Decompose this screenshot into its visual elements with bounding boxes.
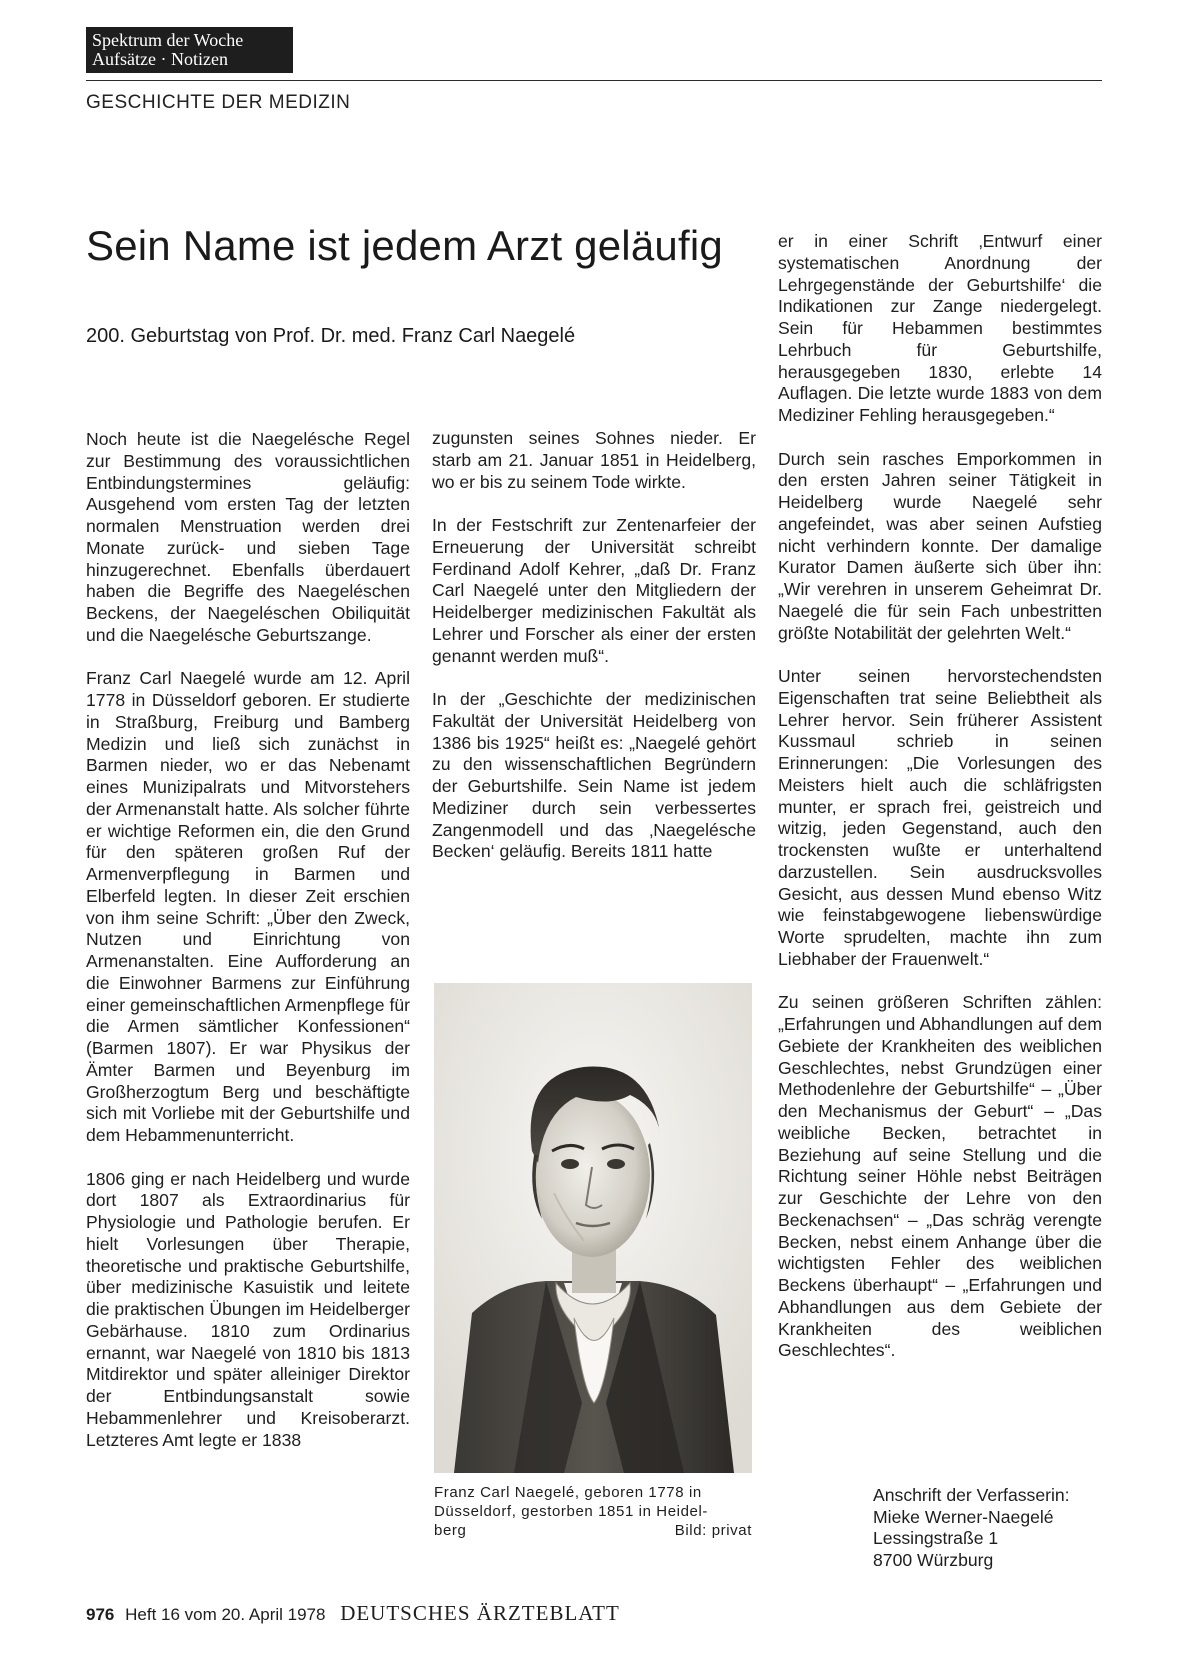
article-title: Sein Name ist jedem Arzt geläufig [86,222,723,269]
paragraph: In der Festschrift zur Zentenarfeier der Erneuerung der Universität schreibt Ferdinand Adolf Kehrer, „daß Dr. Franz Carl Naegelé unter den Mitgliedern der Heidelberger medizinischen Fakultät als Lehrer und Forscher als einer der ersten genannt werden muß“. [432,515,756,666]
article-column-1 [86,429,410,1451]
address-city: 8700 Würzburg [873,1549,994,1570]
article-subtitle: 200. Geburtstag von Prof. Dr. med. Franz Carl Naegelé [86,325,576,347]
issue-info: Heft 16 vom 20. April 1978 [125,1605,326,1624]
header-rule [86,80,1102,81]
section-label [86,27,293,73]
caption-last-row [434,1521,752,1540]
section-label-line2: Aufsätze · Notizen [92,49,228,69]
page-number: 976 [86,1605,115,1624]
paragraph: In der „Geschichte der medizinischen Fakultät der Universität Heidelberg von 1386 bis 1925“ heißt es: „Naegelé gehört zu den wissenschaftlichen Begründern der Geburtshilfe. Sein Name ist jedem Mediziner durch sein verbessertes Zangenmodell und das ‚Naegelésche Becken‘ geläufig. Bereits 1811 hatte [432,689,756,862]
address-label: Anschrift der Verfasserin: [873,1485,1070,1505]
journal-name: DEUTSCHES ÄRZTEBLATT [340,1601,620,1625]
author-name: Mieke Werner-Naegelé [873,1506,1054,1527]
caption-line: berg [434,1522,467,1539]
figure-caption [434,1483,752,1540]
caption-line: Franz Carl Naegelé, geboren 1778 in [434,1484,702,1501]
page-footer [86,1601,620,1626]
paragraph: Zu seinen größeren Schriften zählen: „Erfahrungen und Abhandlungen auf dem Gebiete der Krankheiten des weiblichen Geschlechtes, nebst Grundzügen einer Methodenlehre der Geburtshilfe“ – „Über den Mechanismus der Geburt“ – „Das weibliche Becken, betrachtet in Beziehung auf seine Stellung und die Richtung seiner Höhle nebst Beiträgen zur Geschichte der Lehre von den Beckenachsen“ – „Das schräg verengte Becken, nebst einem Anhange über die wichtigsten Fehler des weiblichen Beckens überhaupt“ – „Erfahrungen und Abhandlungen aus dem Gebiete der Krankheiten des weiblichen Geschlechtes“. [778,992,1102,1361]
author-address [873,1485,1070,1571]
address-street: Lessingstraße 1 [873,1528,999,1549]
paragraph: er in einer Schrift ‚Entwurf einer systematischen Anordnung der Lehrgegenstände der Geburtshilfe‘ die Indikationen zur Zange niedergelegt. Sein für Hebammen bestimmtes Lehrbuch für Geburtshilfe, herausgegeben 1830, erlebte 14 Auflagen. Die letzte wurde 1883 von dem Mediziner Fehling herausgegeben.“ [778,231,1102,425]
portrait-image [434,983,752,1473]
paragraph: Franz Carl Naegelé wurde am 12. April 1778 in Düsseldorf geboren. Er studierte in Straßburg, Freiburg und Bamberg Medizin und ließ sich zunächst in Barmen nieder, wo er das Nebenamt eines Munizipalrats und Mitvorstehers der Armenanstalt hatte. Als solcher führte er wichtige Reformen ein, die den Grund für den späteren großen Ruf der Armenverpflegung in Barmen und Elberfeld legten. In dieser Zeit erschien von ihm seine Schrift: „Über den Zweck, Nutzen und Einrichtung von Armenanstalten. Eine Aufforderung an die Einwohner Barmens zur Einführung einer gemeinschaftlichen Armenpflege für die Armen sämtlicher Konfessionen“ (Barmen 1807). Er war Physikus der Ämter Barmen und Beyenburg im Großherzogtum Berg und beschäftigte sich mit Vorliebe mit der Geburtshilfe und dem Hebammenunterricht. [86,668,410,1145]
caption-line: Düsseldorf, gestorben 1851 in Heidel- [434,1503,709,1520]
section-label-line1: Spektrum der Woche [92,30,244,50]
rubric: GESCHICHTE DER MEDIZIN [86,92,351,113]
paragraph: Unter seinen hervorstechendsten Eigenschaften trat seine Beliebtheit als Lehrer hervor. Sein früherer Assistent Kussmaul schrieb in seinen Erinnerungen: „Die Vorlesungen des Meisters hielt auch die schläfrigsten munter, er sprach frei, geistreich und witzig, jeden Gegenstand, auch den trockensten wußte er unterhaltend darzustellen. Sein ausdrucksvolles Gesicht, aus dessen Mund ebenso Witz wie feinstabgewogene liebenswürdige Worte sprudelten, machte ihn zum Liebhaber der Frauenwelt.“ [778,666,1102,969]
article-column-3 [778,231,1102,1362]
photo-credit: Bild: privat [674,1522,752,1539]
portrait-engraving [434,983,752,1473]
article-column-2 [432,428,756,863]
paragraph: 1806 ging er nach Heidelberg und wurde dort 1807 als Extraordinarius für Physiologie und Pathologie berufen. Er hielt Vorlesungen über Therapie, theoretische und praktische Geburtshilfe, über medizinische Kasuistik und leitete die praktischen Übungen im Heidelberger Gebärhause. 1810 zum Ordinarius ernannt, war Naegelé von 1810 bis 1813 Mitdirektor und später alleiniger Direktor der Entbindungsanstalt sowie Hebammenlehrer und Kreisoberarzt. Letzteres Amt legte er 1838 [86,1168,410,1450]
paragraph: Noch heute ist die Naegelésche Regel zur Bestimmung des voraussichtlichen Entbindungstermines geläufig: Ausgehend vom ersten Tag der letzten normalen Menstruation werden drei Monate zurück- und sieben Tage hinzugerechnet. Ebenfalls überdauert haben die Begriffe des Naegeléschen Beckens, der Naegeléschen Obiliquität und die Naegelésche Geburtszange. [86,429,410,645]
paragraph: Durch sein rasches Emporkommen in den ersten Jahren seiner Tätigkeit in Heidelberg wurde Naegelé sehr angefeindet, was aber seinen Aufstieg nicht verhindern konnte. Der damalige Kurator Damen äußerte sich über ihn: „Wir verehren in unserem Geheimrat Dr. Naegelé die für sein Fach unbestritten größte Notabilität der gelehrten Welt.“ [778,448,1102,643]
paragraph: zugunsten seines Sohnes nieder. Er starb am 21. Januar 1851 in Heidelberg, wo er bis zu seinem Tode wirkte. [432,428,756,492]
